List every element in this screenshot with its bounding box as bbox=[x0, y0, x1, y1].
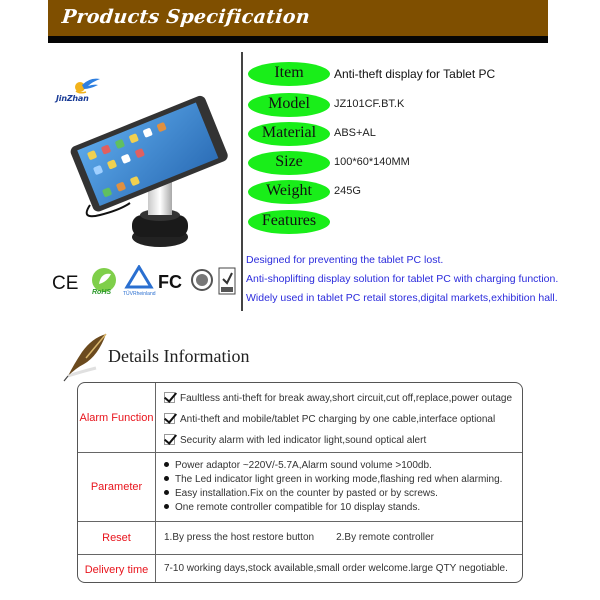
spec-value: 100*60*140MM bbox=[334, 156, 410, 168]
header-banner bbox=[48, 0, 548, 43]
feature-line: Anti-shoplifting display solution for tablet PC with charging function. bbox=[246, 273, 559, 285]
feature-line: Designed for preventing the tablet PC lost. bbox=[246, 254, 444, 266]
svg-text:RoHS: RoHS bbox=[92, 289, 112, 296]
svg-text:FC: FC bbox=[158, 272, 182, 292]
spec-value: ABS+AL bbox=[334, 127, 376, 139]
product-image bbox=[60, 85, 235, 255]
bullet-item-text: Easy installation.Fix on the counter by pasted or by screws. bbox=[175, 488, 438, 499]
check-item-text: Faultless anti-theft for break away,short circuit,cut off,replace,power outage bbox=[180, 393, 513, 404]
table-row-parameter bbox=[78, 453, 522, 522]
check-item bbox=[164, 392, 512, 404]
ce-mark-icon bbox=[52, 271, 84, 293]
rohs-icon bbox=[89, 266, 119, 296]
bullet-item-text: One remote controller compatible for 10 display stands. bbox=[175, 502, 421, 513]
row-content bbox=[164, 383, 518, 452]
certification-logos bbox=[52, 265, 242, 299]
feather-quill-icon bbox=[62, 332, 108, 382]
spec-row-weight bbox=[248, 180, 548, 204]
iso-icon bbox=[190, 268, 214, 294]
checkbox-checked-icon bbox=[164, 413, 175, 424]
row-content bbox=[164, 555, 518, 583]
details-title: Details Information bbox=[108, 346, 250, 366]
check-item bbox=[164, 434, 426, 446]
delivery-text: 7-10 working days,stock available,small order welcome.large QTY negotiable. bbox=[164, 563, 508, 574]
bullet-item bbox=[164, 460, 432, 471]
row-label: Reset bbox=[78, 522, 156, 554]
spec-label: Model bbox=[248, 93, 330, 117]
reset-method-1: 1.By press the host restore button bbox=[164, 532, 315, 543]
table-row-delivery-time bbox=[78, 555, 522, 583]
row-label: Delivery time bbox=[78, 555, 156, 583]
check-item-text: Security alarm with led indicator light,sound optical alert bbox=[180, 435, 427, 446]
bullet-icon bbox=[164, 504, 169, 509]
table-row-alarm-function bbox=[78, 383, 522, 453]
checkbox-checked-icon bbox=[164, 434, 175, 445]
check-item bbox=[164, 413, 495, 425]
tuv-icon bbox=[122, 265, 156, 297]
bullet-item-text: The Led indicator light green in working mode,flashing red when alarming. bbox=[175, 474, 503, 485]
section-divider bbox=[241, 52, 243, 311]
spec-value: JZ101CF.BT.K bbox=[334, 98, 405, 110]
checkbox-checked-icon bbox=[164, 392, 175, 403]
bullet-icon bbox=[164, 476, 169, 481]
spec-row-size bbox=[248, 151, 548, 175]
reset-method-2: 2.By remote controller bbox=[336, 532, 434, 543]
feature-line: Widely used in tablet PC retail stores,digital markets,exhibition hall. bbox=[246, 292, 558, 304]
banner-title: Products Specification bbox=[60, 6, 312, 28]
reset-methods bbox=[164, 532, 434, 543]
spec-label: Features bbox=[248, 210, 330, 234]
bullet-item bbox=[164, 502, 420, 513]
svg-text:TÜVRheinland: TÜVRheinland bbox=[123, 291, 156, 297]
spec-value: 245G bbox=[334, 185, 361, 197]
table-row-reset bbox=[78, 522, 522, 555]
row-content bbox=[164, 453, 518, 521]
fcc-icon bbox=[158, 270, 188, 292]
quality-cert-icon bbox=[218, 267, 236, 295]
bullet-icon bbox=[164, 490, 169, 495]
spec-label: Weight bbox=[248, 180, 330, 204]
check-item-text: Anti-theft and mobile/tablet PC charging by one cable,interface optional bbox=[180, 414, 496, 425]
svg-text:CE: CE bbox=[52, 273, 79, 293]
row-content bbox=[164, 522, 518, 554]
spec-row-material bbox=[248, 122, 548, 146]
spec-label: Size bbox=[248, 151, 330, 175]
spec-value: Anti-theft display for Tablet PC bbox=[334, 67, 496, 81]
brand-name: JinZhan bbox=[56, 94, 89, 103]
spec-row-features bbox=[248, 210, 548, 234]
bullet-item bbox=[164, 474, 502, 485]
bullet-item bbox=[164, 488, 438, 499]
bullet-icon bbox=[164, 462, 169, 467]
details-table bbox=[77, 382, 523, 583]
bullet-item-text: Power adaptor ~220V/-5.7A,Alarm sound volume >100db. bbox=[175, 460, 432, 471]
spec-label: Material bbox=[248, 122, 330, 146]
row-label: Alarm Function bbox=[78, 383, 156, 452]
spec-row-model bbox=[248, 93, 548, 117]
row-label: Parameter bbox=[78, 453, 156, 521]
spec-row-item bbox=[248, 62, 548, 86]
spec-label: Item bbox=[248, 62, 330, 86]
